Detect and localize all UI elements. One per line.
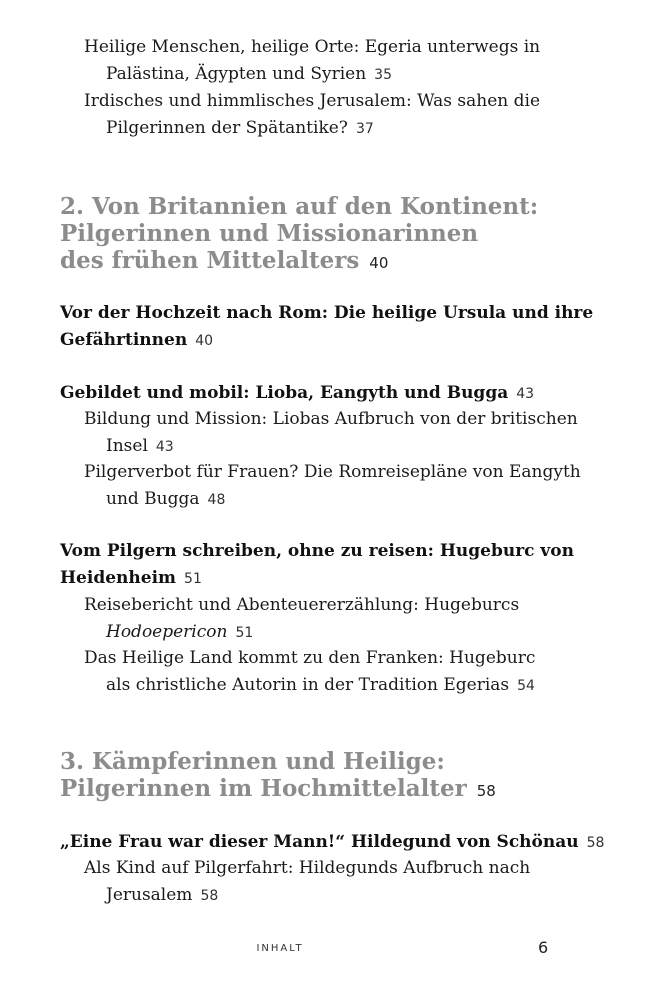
toc-head-entry-hugeburc [60,538,580,593]
toc-sub-entry-kind [84,855,584,910]
page-number: 58 [586,835,605,851]
toc-entry-line: Gefährtinnen [60,330,188,350]
toc-head-entry-hildegund [60,829,605,857]
toc-sub-entry-jerusalem [84,88,584,143]
page-number: 40 [195,333,214,349]
toc-entry-line: Insel [106,436,148,456]
toc-entry-line: Irdisches und himmlisches Jerusalem: Was sahen die [84,91,541,111]
toc-entry-line: Pilgerverbot für Frauen? Die Romreisepläne von Eangyth [84,462,581,482]
toc-entry-line: Heidenheim [60,568,177,588]
page-number: 58 [200,888,219,904]
toc-head-entry-ursula [60,300,594,355]
toc-entry-line: Hodoepericon [106,622,228,642]
chapter-title-line: Pilgerinnen und Missionarinnen [60,220,479,247]
toc-sub-entry-heilige-land [84,645,584,700]
toc-entry-line: Als Kind auf Pilgerfahrt: Hildegunds Aufbruch nach [84,858,531,878]
toc-entry-line: Palästina, Ägypten und Syrien [106,64,367,84]
toc-entry-line: Vom Pilgern schreiben, ohne zu reisen: Hugeburc von [60,541,574,561]
toc-sub-entry-egeria [84,34,584,89]
toc-entry-line: Das Heilige Land kommt zu den Franken: Hugeburc [84,648,536,668]
toc-sub-entry-reisebericht [84,592,584,647]
toc-chapter-2 [60,193,580,277]
chapter-title-line: 3. Kämpferinnen und Heilige: [60,748,445,775]
toc-entry-line: und Bugga [106,489,200,509]
page-number: 43 [155,439,174,455]
running-footer-label: INHALT [256,943,304,954]
toc-entry-line: Jerusalem [106,885,193,905]
folio-page-number: 6 [538,938,549,957]
page-number: 51 [184,571,202,587]
toc-head-entry-lioba [60,380,580,408]
toc-chapter-3 [60,748,580,805]
toc-entry-line: Reisebericht und Abenteuererzählung: Hugeburcs [84,595,520,615]
toc-entry-line: Gebildet und mobil: Lioba, Eangyth und Bugga [60,383,509,403]
page-number: 54 [517,678,535,694]
chapter-title-line: 2. Von Britannien auf den Kontinent: [60,193,539,220]
page-number: 35 [374,67,392,83]
chapter-title-line: Pilgerinnen im Hochmittelalter [60,775,467,802]
toc-entry-line: Heilige Menschen, heilige Orte: Egeria unterwegs in [84,37,541,57]
chapter-title-line: des frühen Mittelalters [60,247,360,274]
toc-entry-line: als christliche Autorin in der Tradition Egerias [106,675,510,695]
toc-entry-line: „Eine Frau war dieser Mann!“ Hildegund von Schönau [60,832,579,852]
page-number: 40 [369,254,389,272]
page-number: 51 [235,625,254,641]
toc-entry-line: Vor der Hochzeit nach Rom: Die heilige Ursula und ihre [60,303,594,323]
page-number: 48 [207,492,226,508]
page-number: 37 [355,121,374,137]
toc-sub-entry-pilgerverbot [84,459,584,514]
page-number: 58 [476,782,496,800]
page-number: 43 [516,386,535,402]
toc-sub-entry-bildung [84,406,584,461]
toc-entry-line: Pilgerinnen der Spätantike? [106,118,348,138]
toc-entry-line: Bildung und Mission: Liobas Aufbruch von der britischen [84,409,578,429]
